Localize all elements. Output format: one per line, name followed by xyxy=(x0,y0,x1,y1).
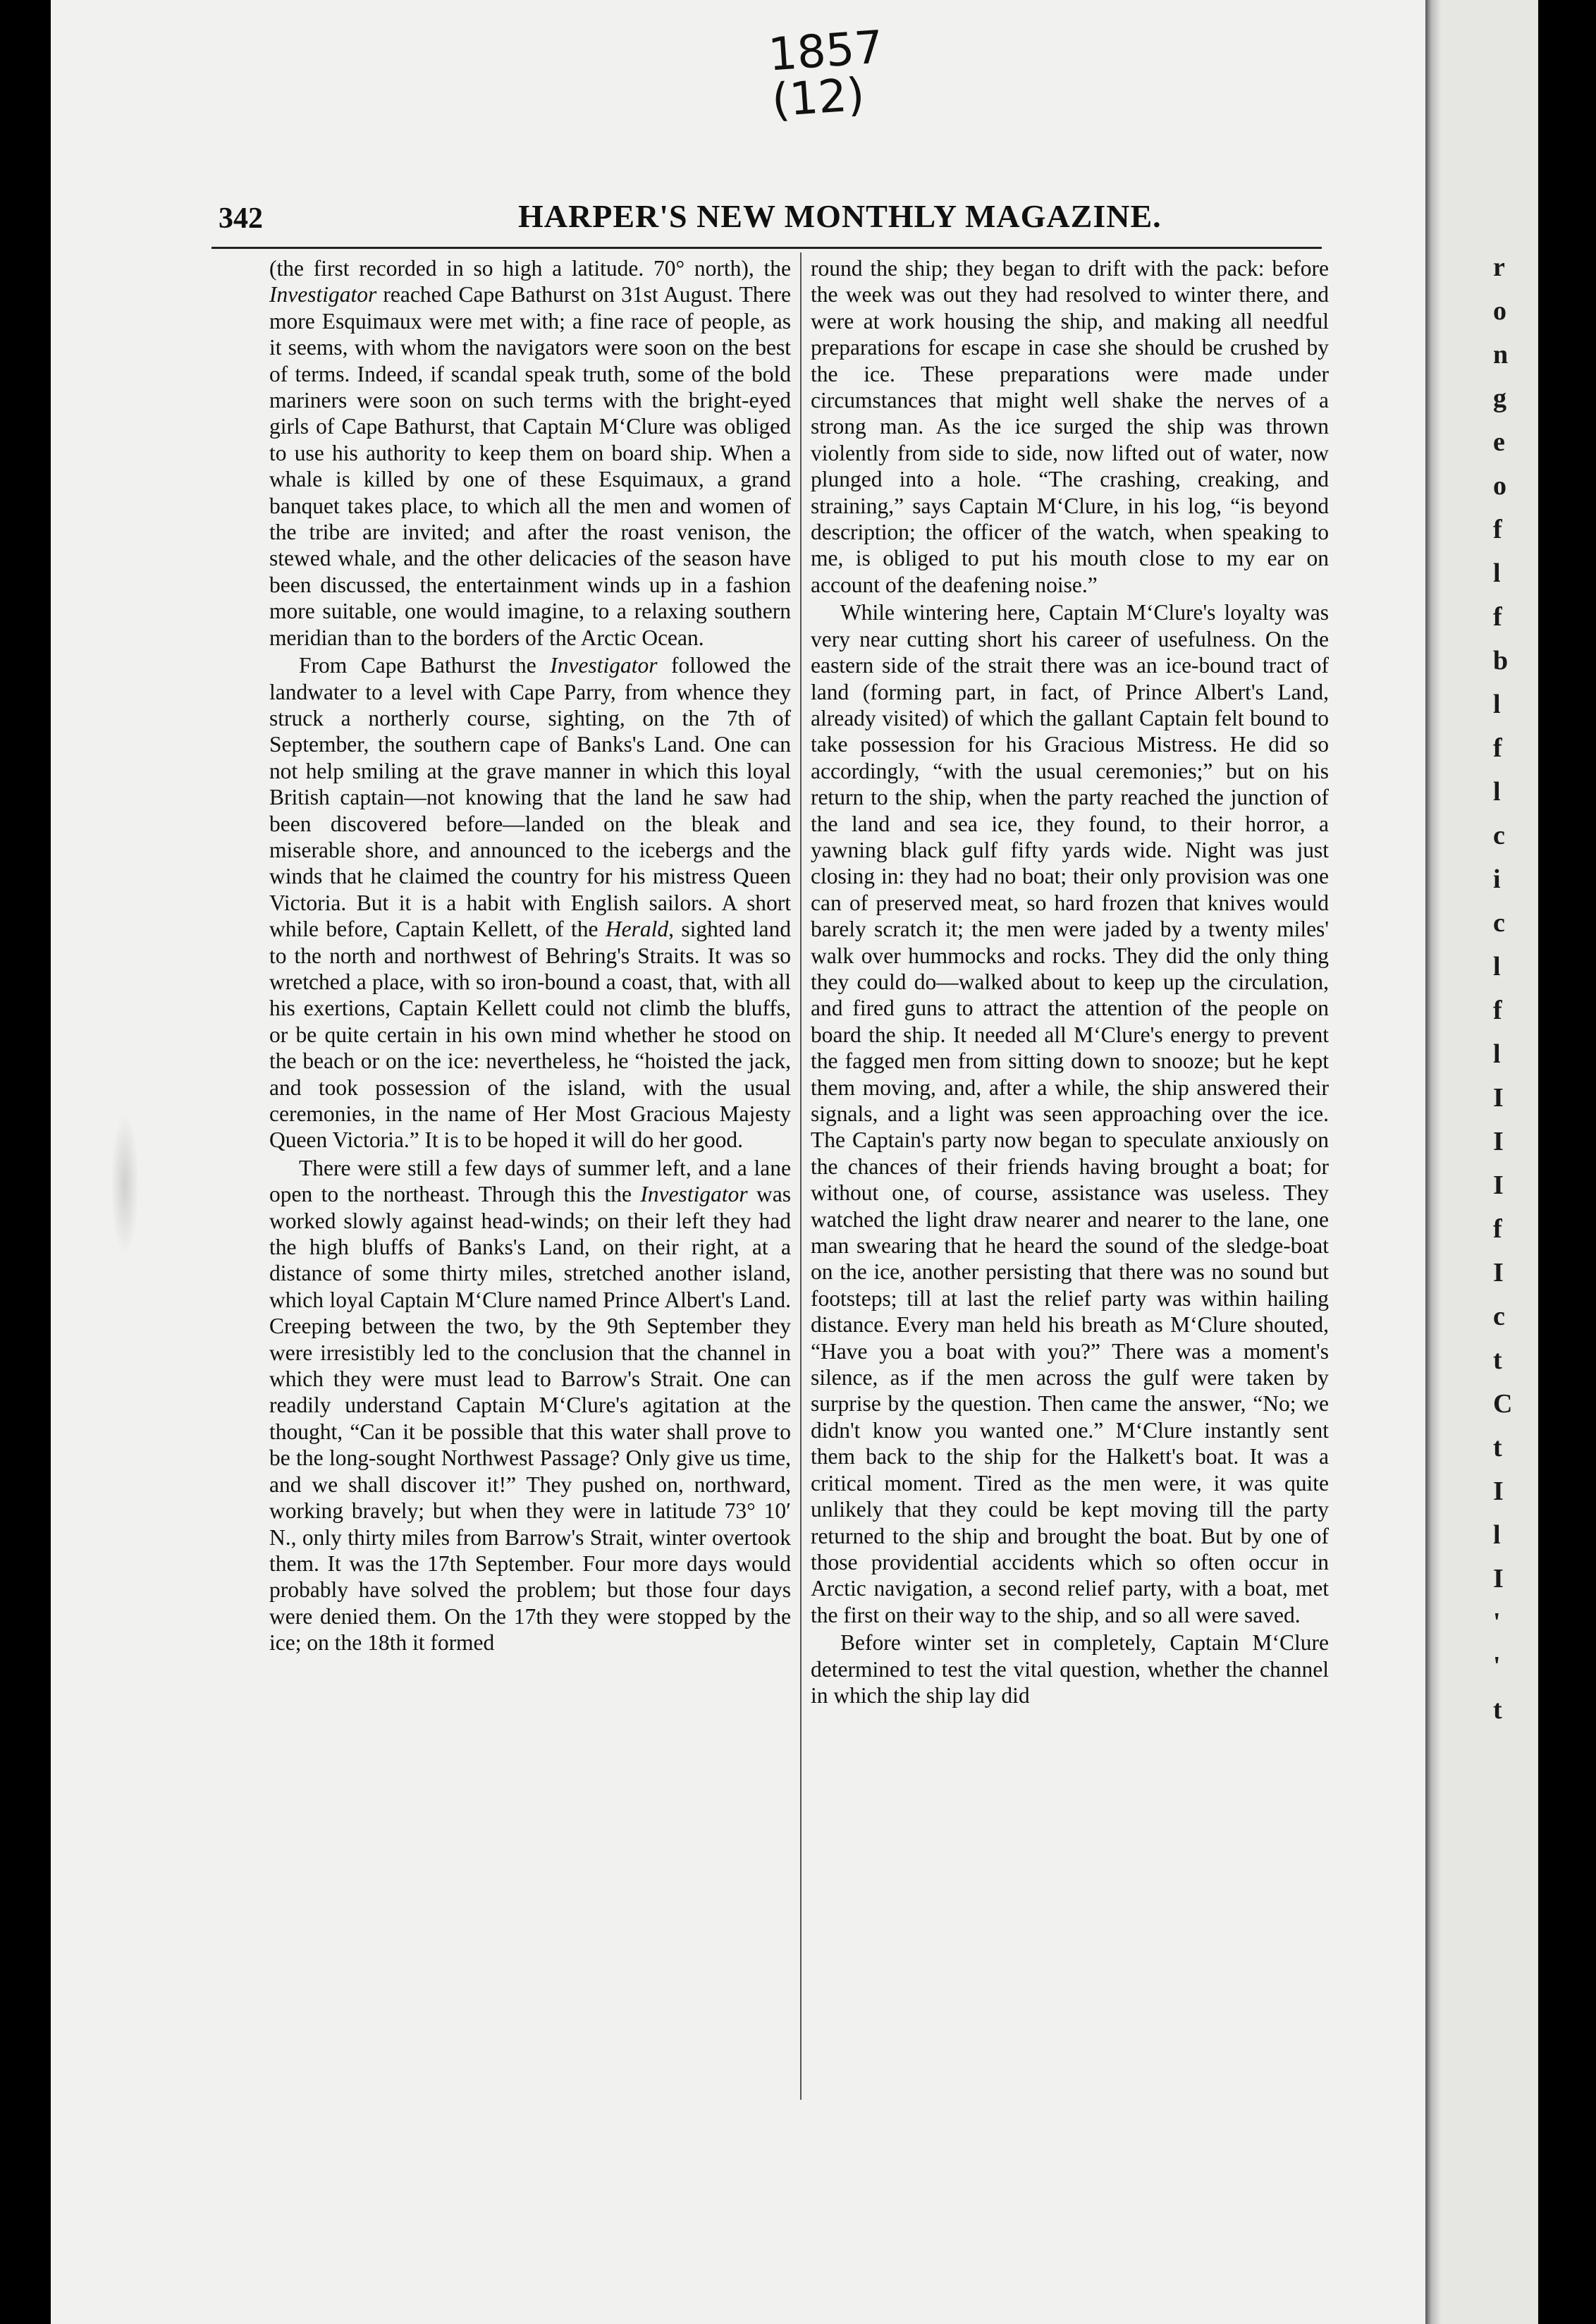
right-column xyxy=(811,255,1329,1708)
scan-border-left xyxy=(0,0,51,2324)
edge-letter: c xyxy=(1493,821,1505,850)
edge-letter: f xyxy=(1493,1214,1502,1244)
edge-letter: o xyxy=(1493,471,1506,501)
handwritten-year: 1857 xyxy=(766,21,885,82)
page-stain xyxy=(111,1114,139,1255)
edge-letter: t xyxy=(1493,1695,1502,1725)
text-run: While wintering here, Captain M‘Clure's loyalty was very near cutting short his career of usefulness. On the eastern side of the strait there was an ice-bound tract of land (forming part, in fact, of Prince Albert's Land, already visited) of which the gallant Captain felt bound to take possession for his Gracious Mistress. He did so accordingly, “with the usual ceremonies;” but on his return to the ship, when the party reached the junction of the land and sea ice, they found, to their horror, a yawning black gulf fifty yards wide. Night was just closing in: they had no boat; their only provision was one can of preserved meat, so hard frozen that knives would barely scratch it; the men were jaded by a twenty miles' walk over hummocks and rocks. They did the only thing they could do—walked about to keep up the circulation, and fired guns to attract the attention of the people on board the ship. It needed all M‘Clure's energy to prevent the fagged men from sitting down to snooze; but he kept them moving, and, after a while, the ship answered their signals, and a light was seen approaching over the ice. The Captain's party now began to speculate anxiously on the chances of their friends having brought a boat; for without one, of course, assistance was useless. They watched the light draw nearer and nearer to the lane, one man swearing that he heard the sound of the sledge-boat on the ice, another persisting that there was no sound but footsteps; till at last the relief party was within hailing distance. Every man held his breath as M‘Clure shouted, “Have you a boat with you?” There was a moment's silence, as if the men across the gulf were taken by surprise by the question. Then came the answer, “No; we didn't know you wanted one.” M‘Clure instantly sent them back to the ship for the Halkett's boat. It was a critical moment. Tired as the men were, it was quite unlikely that they could be kept moving till the party returned to the ship and brought the boat. But by one of those providential accidents which so often occur in Arctic navigation, a second relief party, with a boat, met the first on their way to the ship, and so all were saved. xyxy=(811,600,1329,1627)
edge-letter: b xyxy=(1493,646,1509,675)
text-run: round the ship; they began to drift with the pack: before the week was out they had resolved to winter there, and were at work housing the ship, and making all needful preparations for escape in case she should be crushed by the ice. These preparations were made under circumstances that might well shake the nerves of a strong man. As the ice surged the ship was thrown violently from side to side, now lifted out of water, now plunged into a hole. “The crashing, creaking, and straining,” says Captain M‘Clure, in his log, “is beyond description; the officer of the watch, when speaking to me, is obliged to put his mouth close to my ear on account of the deafening noise.” xyxy=(811,256,1329,597)
ship-name: Herald xyxy=(605,917,669,942)
page-header xyxy=(219,196,1382,238)
column-divider xyxy=(800,252,802,2100)
handwritten-number: (12) xyxy=(770,68,866,128)
edge-letter: l xyxy=(1493,558,1501,588)
paragraph xyxy=(269,652,791,1154)
edge-letter: e xyxy=(1493,427,1505,457)
text-run: followed the landwater to a level with Cape Parry, from whence they struck a northerly course, sighting, on the 7th of September, the southern cape of Banks's Land. One can not help smiling at the grave manner in which this loyal British captain—not knowing that the land he saw had been discovered before—landed on the bleak and miserable shore, and announced to the icebergs and the winds that he claimed the country for his mistress Queen Victoria. But it is a habit with English sailors. A short while before, Captain Kellett, of the xyxy=(269,653,791,942)
edge-letter: f xyxy=(1493,996,1502,1025)
edge-letter: I xyxy=(1493,1564,1504,1594)
edge-letter: C xyxy=(1493,1389,1513,1419)
edge-letter: f xyxy=(1493,733,1502,763)
page-number: 342 xyxy=(219,202,263,235)
running-title: HARPER'S NEW MONTHLY MAGAZINE. xyxy=(518,198,1162,234)
paragraph xyxy=(811,599,1329,1628)
edge-letter: r xyxy=(1493,252,1505,282)
edge-letter: t xyxy=(1493,1433,1502,1462)
edge-letter: ' xyxy=(1493,1651,1501,1681)
edge-letter: f xyxy=(1493,602,1502,632)
edge-letter: l xyxy=(1493,1520,1501,1550)
edge-letter: g xyxy=(1493,384,1506,413)
text-run: (the first recorded in so high a latitude. 70° north), the xyxy=(269,256,791,281)
edge-letter: I xyxy=(1493,1476,1504,1506)
text-run: , sighted land to the north and northwest of Behring's Straits. It was so wretched a place, with so iron-bound a coast, that, with all his exertions, Captain Kellett could not climb the bluffs, or be quite certain in his own mind whether he stood on the beach or on the ice: nevertheless, he “hoisted the jack, and took possession of the island, with the usual ceremonies, in the name of Her Most Gracious Majesty Queen Victoria.” It is to be hoped it will do her good. xyxy=(269,917,792,1153)
edge-letter: I xyxy=(1493,1083,1504,1113)
scan-border-right xyxy=(1538,0,1596,2324)
edge-letter: l xyxy=(1493,777,1501,807)
edge-letter: ' xyxy=(1493,1608,1501,1637)
edge-letter: f xyxy=(1493,515,1502,544)
paragraph xyxy=(811,255,1329,598)
text-run: reached Cape Bathurst on 31st August. There more Esquimaux were met with; a fine race of people, as it seems, with whom the navigators were soon on the best of terms. Indeed, if scandal speak truth, some of the bold mariners were soon on such terms with the bright-eyed girls of Cape Bathurst, that Captain M‘Clure was obliged to use his authority to keep them on board ship. When a whale is killed by one of these Esquimaux, a grand banquet takes place, to which all the men and women of the tribe are invited; and after the roast venison, the stewed whale, and the other delicacies of the season have been discussed, the entertainment winds up in a fashion more suitable, one would imagine, to a relaxing southern meridian than to the borders of the Arctic Ocean. xyxy=(269,282,791,650)
edge-letter: l xyxy=(1493,952,1501,981)
edge-letter: I xyxy=(1493,1258,1504,1288)
edge-letter: I xyxy=(1493,1127,1504,1156)
text-run: Before winter set in completely, Captain M‘Clure determined to test the vital question, whether the channel in which the ship lay did xyxy=(811,1630,1329,1708)
text-run: From Cape Bathurst the xyxy=(299,653,551,678)
page-gutter-shadow xyxy=(1425,0,1441,2324)
left-column xyxy=(269,255,791,1656)
text-run: was worked slowly against head-winds; on their left they had the high bluffs of Banks's Land, on their right, at a distance of some thirty miles, stretched another island, which loyal Captain M‘Clure named Prince Albert's Land. Creeping between the two, by the 9th September they were irresistibly led to the conclusion that the channel in which they were must lead to Barrow's Strait. One can readily understand Captain M‘Clure's agitation at the thought, “Can it be possible that this water shall prove to be the long-sought Northwest Passage? Only give us time, and we shall discover it!” They pushed on, northward, working bravely; but when they were in latitude 73° 10′ N., only thirty miles from Barrow's Strait, winter overtook them. It was the 17th September. Four more days would probably have solved the problem; but those four days were denied them. On the 17th they were stopped by the ice; on the 18th it formed xyxy=(269,1182,791,1656)
edge-letter: l xyxy=(1493,1039,1501,1069)
paragraph xyxy=(811,1629,1329,1708)
adjacent-page-edge xyxy=(1425,0,1538,2324)
edge-letter: t xyxy=(1493,1345,1502,1375)
edge-letter: n xyxy=(1493,340,1509,369)
paragraph xyxy=(269,1155,791,1656)
ship-name: Investigator xyxy=(550,653,658,678)
text-run: There were still a few days of summer left, and a lane open to the northeast. Through this the xyxy=(269,1155,791,1207)
edge-letter: o xyxy=(1493,296,1506,326)
edge-letter: l xyxy=(1493,690,1501,719)
edge-letter: i xyxy=(1493,864,1501,894)
ship-name: Investigator xyxy=(640,1182,748,1207)
edge-letter: I xyxy=(1493,1170,1504,1200)
header-rule xyxy=(211,247,1322,249)
paragraph xyxy=(269,255,791,651)
ship-name: Investigator xyxy=(269,282,377,307)
edge-letter: c xyxy=(1493,1302,1505,1331)
edge-letter: c xyxy=(1493,908,1505,938)
